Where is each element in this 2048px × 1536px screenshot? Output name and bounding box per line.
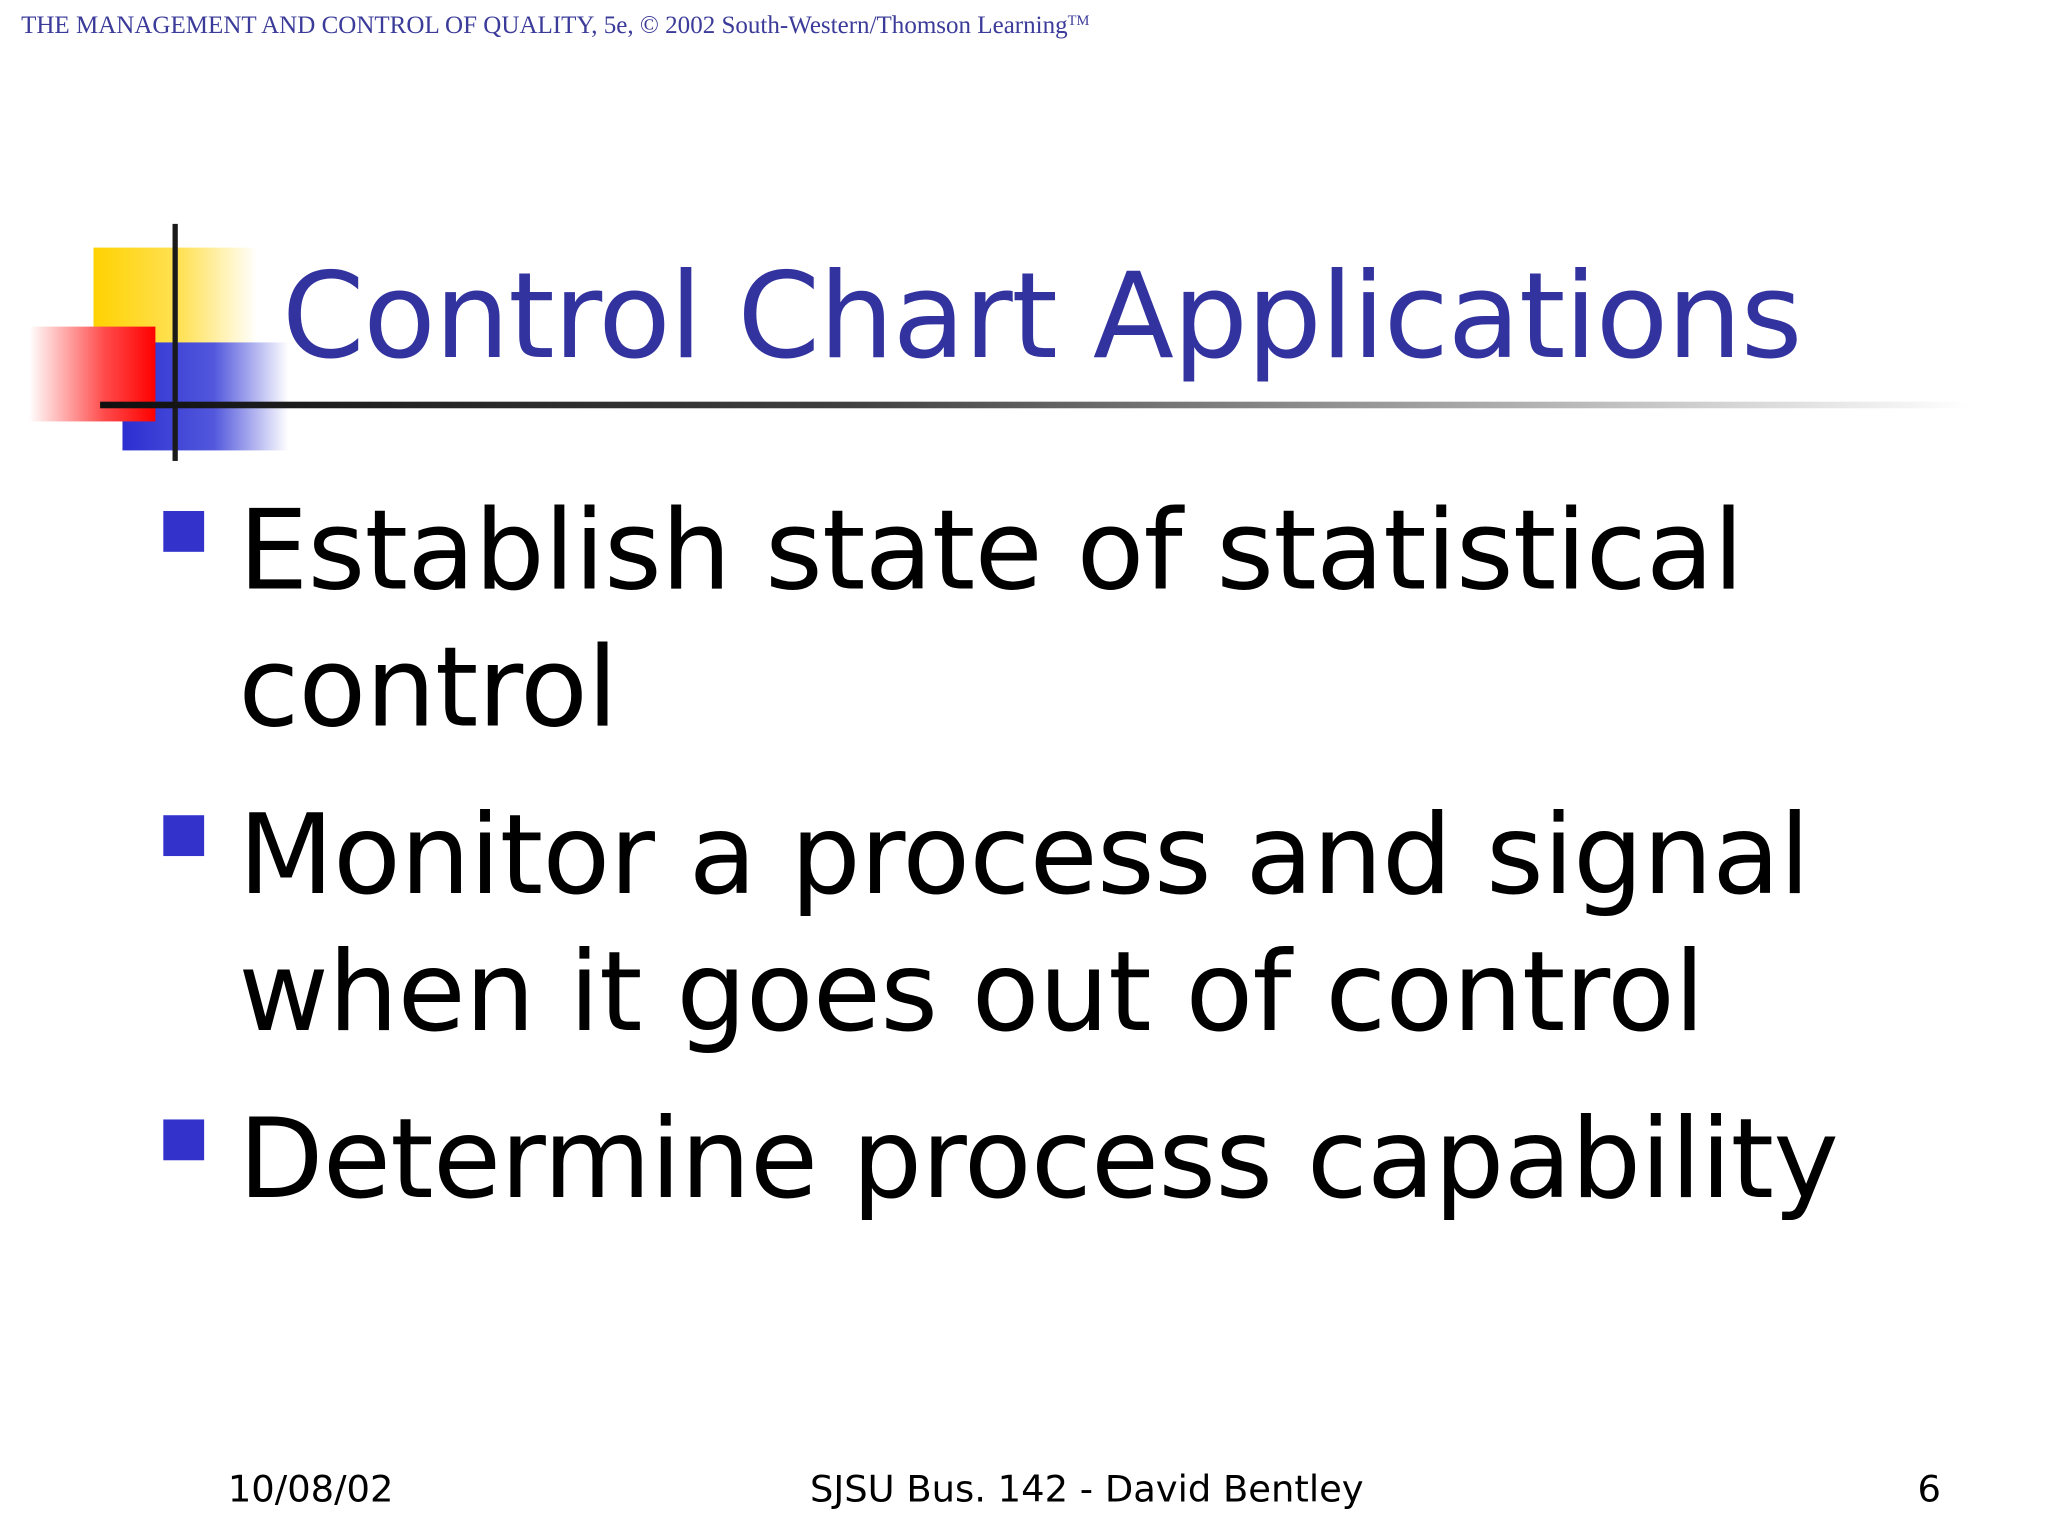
bullet-text: Establish state of statistical control bbox=[238, 485, 1744, 753]
bullet-text: Monitor a process and signal when it goes out of control bbox=[238, 790, 1810, 1057]
bullet-list bbox=[163, 482, 1915, 1258]
footer-course-author: SJSU Bus. 142 - David Bentley bbox=[809, 1467, 1364, 1511]
course-header-text: THE MANAGEMENT AND CONTROL OF QUALITY, 5e, © 2002 South-Western/Thomson Learning bbox=[21, 11, 1068, 40]
bullet-square-icon bbox=[163, 511, 204, 552]
slide-number: 6 bbox=[1917, 1467, 1942, 1511]
bullet-square-icon bbox=[163, 815, 204, 856]
bullet-item bbox=[163, 786, 1915, 1060]
bullet-item bbox=[163, 1090, 1915, 1227]
footer-date: 10/08/02 bbox=[227, 1467, 394, 1511]
bullet-text: Determine process capability bbox=[238, 1094, 1839, 1224]
course-header bbox=[21, 12, 1089, 41]
title-underline bbox=[100, 402, 1970, 409]
slide-title: Control Chart Applications bbox=[281, 247, 1802, 386]
trademark-symbol: TM bbox=[1067, 13, 1090, 29]
logo-vertical-line bbox=[173, 224, 178, 461]
bullet-square-icon bbox=[163, 1119, 204, 1160]
bullet-item bbox=[163, 482, 1915, 756]
